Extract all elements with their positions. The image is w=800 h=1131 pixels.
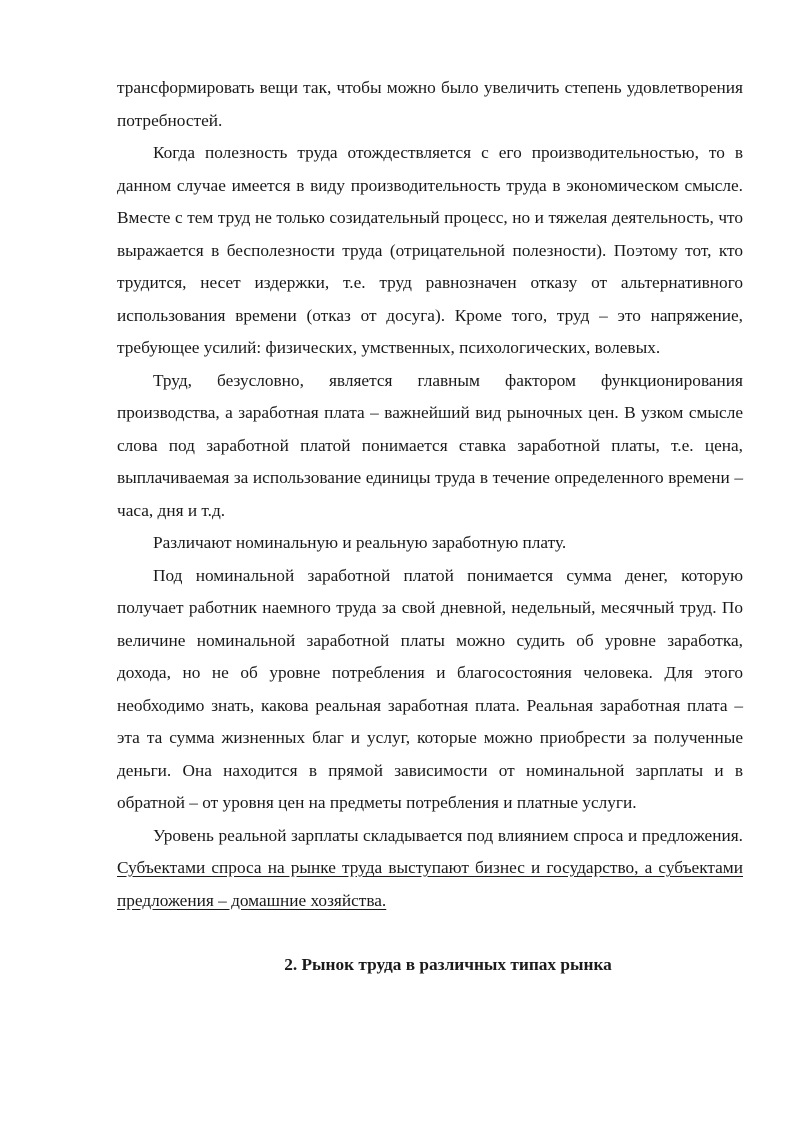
- paragraph-labor-utility: Когда полезность труда отождествляется с его производительностью, то в данном случае имеется в виду производительность труда в экономическом смысле. Вместе с тем труд не только созидательный процесс, но и тяжелая деятельность, что выражается в бесполезности труда (отрицательной полезности). Поэтому тот, кто трудится, несет издержки, т.е. труд равнозначен отказу от альтернативного использования времени (отказ от досуга). Кроме того, труд – это напряжение, требующее усилий: физических, умственных, психологических, волевых.: [117, 143, 743, 357]
- document-page: [117, 72, 743, 982]
- underlined-statement: Субъектами спроса на рынке труда выступают бизнес и государство, а субъектами предложения – домашние хозяйства.: [117, 858, 743, 910]
- paragraph-supply-demand: [117, 820, 743, 918]
- paragraph-continuation: трансформировать вещи так, чтобы можно было увеличить степень удовлетворения потребностей.: [117, 78, 743, 130]
- paragraph-wage-definition: Труд, безусловно, является главным фактором функционирования производства, а заработная плата – важнейший вид рыночных цен. В узком смысле слова под заработной платой понимается ставка заработной платы, т.е. цена, выплачиваемая за использование единицы труда в течение определенного времени – часа, дня и т.д.: [117, 370, 743, 520]
- paragraph-supply-demand-text: Уровень реальной зарплаты складывается под влиянием спроса и предложения.: [153, 825, 743, 845]
- paragraph-nominal-real-wage: Под номинальной заработной платой понимается сумма денег, которую получает работник наемного труда за свой дневной, недельный, месячный труд. По величине номинальной заработной платы можно судить об уровне заработка, дохода, но не об уровне потребления и благосостояния человека. Для этого необходимо знать, какова реальная заработная плата. Реальная заработная плата – эта та сумма жизненных благ и услуг, которые можно приобрести за полученные деньги. Она находится в прямой зависимости от номинальной зарплаты и в обратной – от уровня цен на предметы потребления и платные услуги.: [117, 565, 743, 812]
- section-heading: 2. Рынок труда в различных типах рынка: [284, 955, 612, 974]
- paragraph-wage-types: Различают номинальную и реальную заработную плату.: [153, 533, 567, 552]
